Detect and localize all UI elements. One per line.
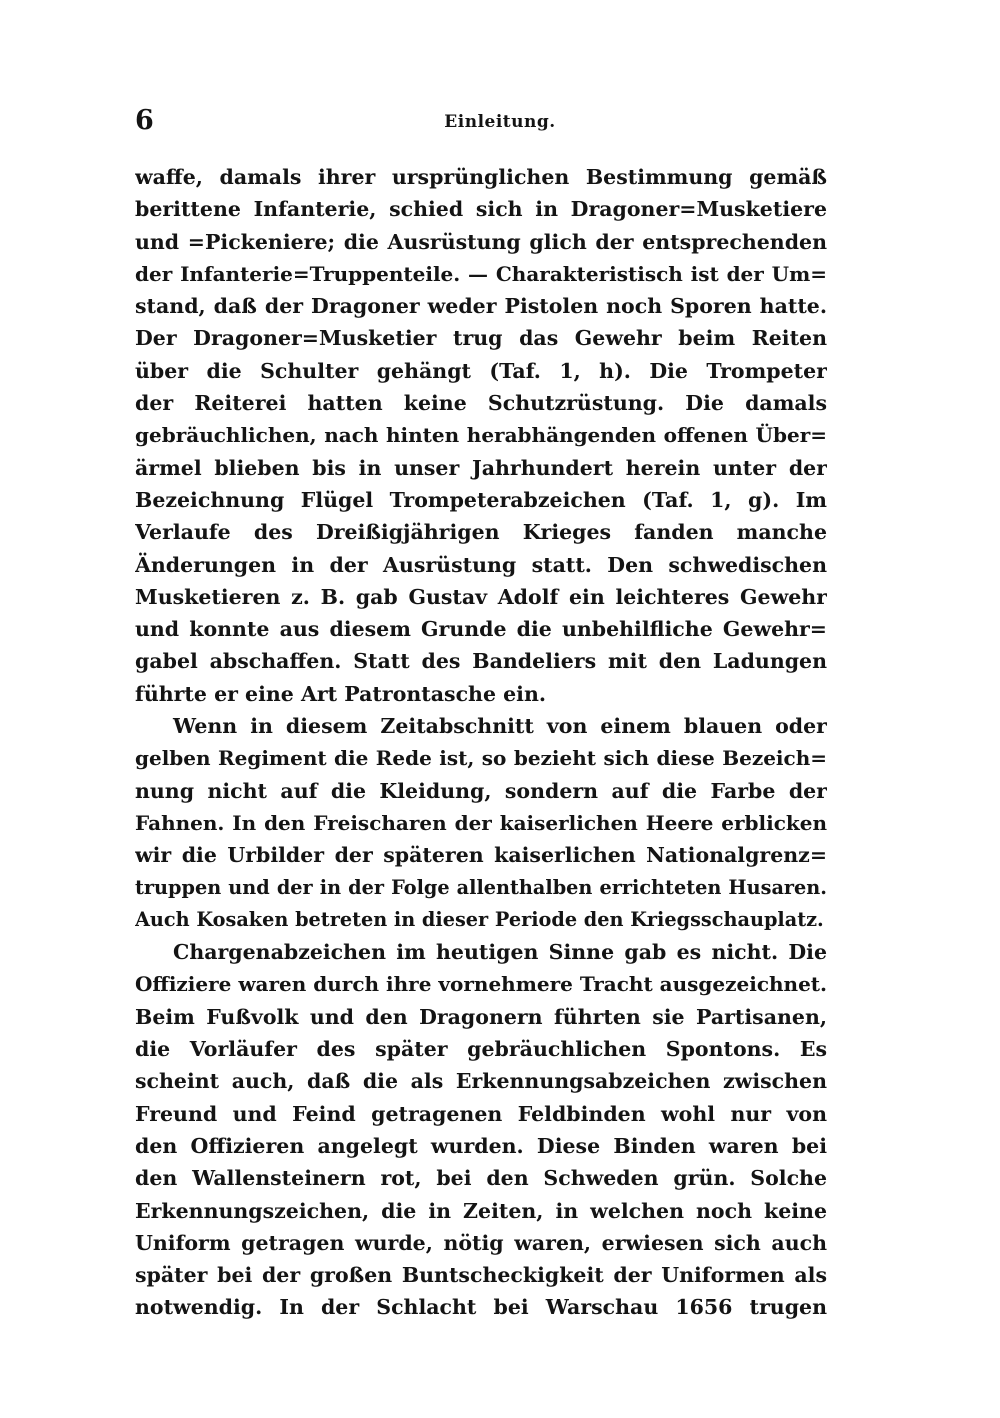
text-line: den Offizieren angelegt wurden. Diese Binden waren bei bbox=[135, 1133, 827, 1158]
text-line: Chargenabzeichen im heutigen Sinne gab es nicht. Die bbox=[173, 940, 827, 965]
body-text bbox=[135, 161, 827, 1324]
text-line: Wenn in diesem Zeitabschnitt von einem blauen oder bbox=[173, 714, 827, 739]
text-line: Verlaufe des Dreißigjährigen Krieges fanden manche bbox=[135, 520, 827, 545]
text-line: truppen und der in der Folge allenthalben errichteten Husaren. bbox=[135, 875, 827, 899]
text-line: nung nicht auf die Kleidung, sondern auf die Farbe der bbox=[135, 778, 827, 803]
text-line: den Wallensteinern rot, bei den Schweden grün. Solche bbox=[135, 1166, 827, 1191]
text-line: und konnte aus diesem Grunde die unbehilfliche Gewehr= bbox=[135, 617, 827, 642]
text-line: Beim Fußvolk und den Dragonern führten sie Partisanen, bbox=[135, 1004, 827, 1029]
text-line: Freund und Feind getragenen Feldbinden wohl nur von bbox=[135, 1101, 827, 1126]
text-line: die Vorläufer des später gebräuchlichen Spontons. Es bbox=[135, 1037, 827, 1062]
text-line: der Infanterie=Truppenteile. — Charakteristisch ist der Um= bbox=[135, 261, 827, 286]
text-line: Fahnen. In den Freischaren der kaiserlichen Heere erblicken bbox=[135, 810, 827, 835]
text-line: berittene Infanterie, schied sich in Dragoner=Musketiere bbox=[135, 197, 827, 222]
text-line: Bezeichnung Flügel Trompeterabzeichen (Taf. 1, g). Im bbox=[135, 487, 827, 512]
text-line: Der Dragoner=Musketier trug das Gewehr beim Reiten bbox=[135, 326, 827, 351]
text-line: und =Pickeniere; die Ausrüstung glich der entsprechenden bbox=[135, 229, 827, 254]
text-line: Auch Kosaken betreten in dieser Periode den Kriegsschauplatz. bbox=[135, 907, 824, 931]
text-line: gebräuchlichen, nach hinten herabhängenden offenen Über= bbox=[135, 423, 827, 448]
text-line: notwendig. In der Schlacht bei Warschau 1656 trugen bbox=[135, 1295, 827, 1320]
text-line: waffe, damals ihrer ursprünglichen Bestimmung gemäß bbox=[135, 165, 827, 189]
text-line: gabel abschaffen. Statt des Bandeliers mit den Ladungen bbox=[135, 649, 827, 674]
text-line: Musketieren z. B. gab Gustav Adolf ein leichteres Gewehr bbox=[135, 584, 827, 609]
text-line: über die Schulter gehängt (Taf. 1, h). Die Trompeter bbox=[135, 358, 827, 383]
text-line: scheint auch, daß die als Erkennungsabzeichen zwischen bbox=[135, 1069, 827, 1094]
text-line: Erkennungszeichen, die in Zeiten, in welchen noch keine bbox=[135, 1198, 827, 1223]
text-line: ärmel blieben bis in unser Jahrhundert herein unter der bbox=[135, 455, 827, 480]
text-line: gelben Regiment die Rede ist, so bezieht sich diese Bezeich= bbox=[135, 746, 827, 771]
text-line: der Reiterei hatten keine Schutzrüstung. Die damals bbox=[135, 391, 827, 416]
text-line: Offiziere waren durch ihre vornehmere Tracht ausgezeichnet. bbox=[135, 972, 827, 997]
text-line: wir die Urbilder der späteren kaiserlichen Nationalgrenz= bbox=[135, 843, 827, 868]
page-number: 6 bbox=[135, 105, 154, 136]
text-line: führte er eine Art Patrontasche ein. bbox=[135, 681, 547, 706]
text-line: Änderungen in der Ausrüstung statt. Den schwedischen bbox=[135, 552, 827, 577]
text-line: später bei der großen Buntscheckigkeit der Uniformen als bbox=[135, 1263, 827, 1288]
text-line: Uniform getragen wurde, nötig waren, erwiesen sich auch bbox=[135, 1230, 827, 1255]
text-line: stand, daß der Dragoner weder Pistolen noch Sporen hatte. bbox=[135, 294, 827, 319]
running-head: Einleitung. bbox=[444, 112, 556, 132]
